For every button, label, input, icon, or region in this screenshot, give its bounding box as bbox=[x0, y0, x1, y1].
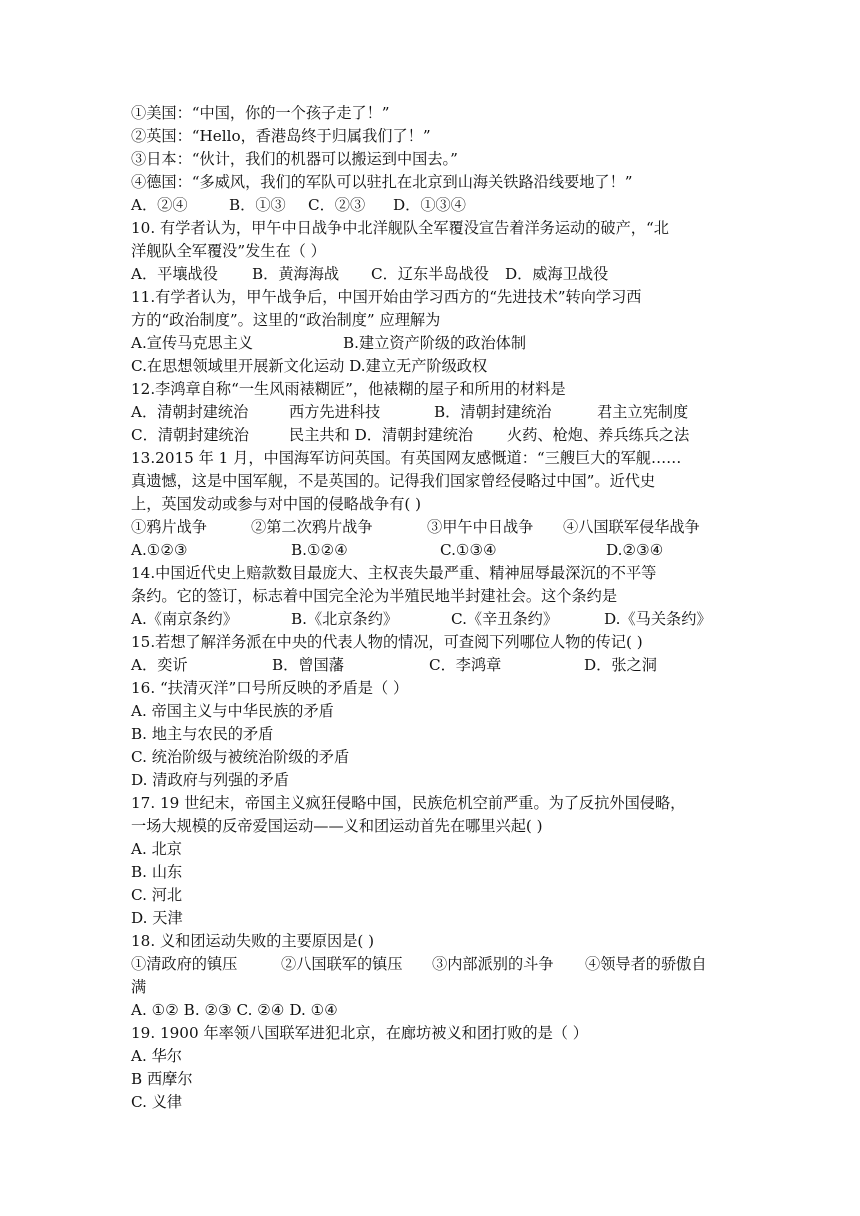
line-text: 10. 有学者认为，甲午中日战争中北洋舰队全军覆没宣告着洋务运动的破产，“北 bbox=[131, 219, 669, 237]
text-line bbox=[131, 677, 731, 700]
option-text: C．②③ bbox=[308, 196, 366, 214]
option-text: ④领导者的骄傲自 bbox=[585, 955, 707, 973]
option-text: D.《马关条约》 bbox=[604, 610, 712, 628]
line-text: B. 地主与农民的矛盾 bbox=[131, 725, 274, 743]
text-line bbox=[131, 976, 731, 999]
option-text: 西方先进科技 bbox=[289, 403, 381, 421]
line-text: 11.有学者认为，甲午战争后，中国开始由学习西方的“先进技术”转向学习西 bbox=[131, 288, 642, 306]
option-text: C．清朝封建统治 bbox=[131, 426, 249, 444]
line-text: 上，英国发动或参与对中国的侵略战争有( ) bbox=[131, 495, 422, 513]
line-text: 17. 19 世纪末，帝国主义疯狂侵略中国，民族危机空前严重。为了反抗外国侵略， bbox=[131, 794, 686, 812]
option-text: B.建立资产阶级的政治体制 bbox=[343, 334, 527, 352]
line-text: B 西摩尔 bbox=[131, 1070, 193, 1088]
text-line bbox=[131, 1022, 731, 1045]
line-text: 18. 义和团运动失败的主要原因是( ) bbox=[131, 932, 375, 950]
line-text: A. ①② B. ②③ C. ②④ D. ①④ bbox=[131, 1001, 338, 1019]
option-text: ①鸦片战争 bbox=[131, 518, 207, 536]
text-line bbox=[131, 1068, 731, 1091]
option-text: C．辽东半岛战役 bbox=[371, 265, 489, 283]
option-text: 火药、枪炮、养兵练兵之法 bbox=[507, 426, 690, 444]
text-line bbox=[131, 125, 731, 148]
line-text: 满 bbox=[131, 978, 147, 996]
option-text: ③甲午中日战争 bbox=[427, 518, 534, 536]
text-line bbox=[131, 447, 731, 470]
option-text: C．李鸿章 bbox=[429, 656, 502, 674]
text-line bbox=[131, 930, 731, 953]
option-text: B.①②④ bbox=[291, 541, 348, 559]
option-text: ②八国联军的镇压 bbox=[281, 955, 403, 973]
text-line bbox=[131, 907, 731, 930]
option-text: ②第二次鸦片战争 bbox=[251, 518, 373, 536]
option-text: C.①③④ bbox=[440, 541, 497, 559]
text-line bbox=[131, 332, 731, 355]
option-text: A.宣传马克思主义 bbox=[131, 334, 254, 352]
option-text: A．奕䜣 bbox=[131, 656, 188, 674]
line-text: B. 山东 bbox=[131, 863, 183, 881]
text-line bbox=[131, 746, 731, 769]
line-text: 真遗憾，这是中国军舰，不是英国的。记得我们国家曾经侵略过中国”。近代史 bbox=[131, 472, 656, 490]
text-line bbox=[131, 838, 731, 861]
line-text: 16. “扶清灭洋”口号所反映的矛盾是（ ） bbox=[131, 679, 409, 697]
line-text: 15.若想了解洋务派在中央的代表人物的情况，可查阅下列哪位人物的传记( ) bbox=[131, 633, 643, 651]
option-text: B．曾国藩 bbox=[272, 656, 344, 674]
option-text: A.①②③ bbox=[131, 541, 188, 559]
text-line bbox=[131, 171, 731, 194]
text-line bbox=[131, 355, 731, 378]
line-text: 一场大规模的反帝爱国运动——义和团运动首先在哪里兴起( ) bbox=[131, 817, 543, 835]
line-text: ①美国：“中国，你的一个孩子走了！” bbox=[131, 104, 390, 122]
option-text: D．威海卫战役 bbox=[505, 265, 609, 283]
text-line bbox=[131, 769, 731, 792]
text-line bbox=[131, 424, 731, 447]
text-line bbox=[131, 884, 731, 907]
text-line bbox=[131, 1045, 731, 1068]
option-text: A．②④ bbox=[131, 196, 188, 214]
line-text: C.在思想领域里开展新文化运动 D.建立无产阶级政权 bbox=[131, 357, 488, 375]
text-line bbox=[131, 493, 731, 516]
line-text: 13.2015 年 1 月，中国海军访问英国。有英国网友感慨道：“三艘巨大的军舰…… bbox=[131, 449, 682, 467]
text-line bbox=[131, 102, 731, 125]
option-text: ④八国联军侵华战争 bbox=[563, 518, 700, 536]
text-line bbox=[131, 240, 731, 263]
line-text: 12.李鸿章自称“一生风雨裱糊匠”，他裱糊的屋子和所用的材料是 bbox=[131, 380, 566, 398]
option-text: B．①③ bbox=[229, 196, 286, 214]
line-text: ④德国：“多威风，我们的军队可以驻扎在北京到山海关铁路沿线要地了！” bbox=[131, 173, 633, 191]
document-body bbox=[131, 102, 731, 1114]
text-line bbox=[131, 654, 731, 677]
option-text: 君主立宪制度 bbox=[597, 403, 689, 421]
line-text: 19. 1900 年率领八国联军进犯北京，在廊坊被义和团打败的是（ ） bbox=[131, 1024, 588, 1042]
option-text: A.《南京条约》 bbox=[131, 610, 238, 628]
line-text: C. 义律 bbox=[131, 1093, 183, 1111]
option-text: C.《辛丑条约》 bbox=[451, 610, 559, 628]
line-text: 14.中国近代史上赔款数目最庞大、主权丧失最严重、精神屈辱最深沉的不平等 bbox=[131, 564, 657, 582]
text-line bbox=[131, 217, 731, 240]
text-line bbox=[131, 815, 731, 838]
line-text: A. 北京 bbox=[131, 840, 182, 858]
text-line bbox=[131, 723, 731, 746]
line-text: D. 天津 bbox=[131, 909, 183, 927]
text-line bbox=[131, 1091, 731, 1114]
option-text: A．平壤战役 bbox=[131, 265, 218, 283]
option-text: 民主共和 D．清朝封建统治 bbox=[289, 426, 474, 444]
option-text: D．①③④ bbox=[393, 196, 466, 214]
line-text: A. 帝国主义与中华民族的矛盾 bbox=[131, 702, 334, 720]
text-line bbox=[131, 309, 731, 332]
line-text: D. 清政府与列强的矛盾 bbox=[131, 771, 289, 789]
text-line bbox=[131, 562, 731, 585]
text-line bbox=[131, 286, 731, 309]
text-line bbox=[131, 608, 731, 631]
line-text: 洋舰队全军覆没”发生在（ ） bbox=[131, 242, 326, 260]
line-text: A. 华尔 bbox=[131, 1047, 182, 1065]
text-line bbox=[131, 631, 731, 654]
option-text: B．黄海海战 bbox=[252, 265, 340, 283]
line-text: 条约。它的签订，标志着中国完全沦为半殖民地半封建社会。这个条约是 bbox=[131, 587, 617, 605]
text-line bbox=[131, 792, 731, 815]
line-text: 方的“政治制度”。这里的“政治制度” 应理解为 bbox=[131, 311, 441, 329]
line-text: ③日本：“伙计，我们的机器可以搬运到中国去。” bbox=[131, 150, 458, 168]
line-text: ②英国：“Hello，香港岛终于归属我们了！” bbox=[131, 127, 431, 145]
text-line bbox=[131, 861, 731, 884]
text-line bbox=[131, 999, 731, 1022]
text-line bbox=[131, 401, 731, 424]
text-line bbox=[131, 539, 731, 562]
text-line bbox=[131, 148, 731, 171]
text-line bbox=[131, 585, 731, 608]
line-text: C. 统治阶级与被统治阶级的矛盾 bbox=[131, 748, 350, 766]
option-text: D.②③④ bbox=[606, 541, 664, 559]
text-line bbox=[131, 953, 731, 976]
option-text: A．清朝封建统治 bbox=[131, 403, 249, 421]
text-line bbox=[131, 378, 731, 401]
option-text: B.《北京条约》 bbox=[291, 610, 399, 628]
text-line bbox=[131, 470, 731, 493]
line-text: C. 河北 bbox=[131, 886, 183, 904]
option-text: B．清朝封建统治 bbox=[434, 403, 552, 421]
option-text: ①清政府的镇压 bbox=[131, 955, 238, 973]
text-line bbox=[131, 516, 731, 539]
option-text: ③内部派别的斗争 bbox=[432, 955, 554, 973]
text-line bbox=[131, 700, 731, 723]
option-text: D．张之洞 bbox=[584, 656, 657, 674]
text-line bbox=[131, 263, 731, 286]
text-line bbox=[131, 194, 731, 217]
